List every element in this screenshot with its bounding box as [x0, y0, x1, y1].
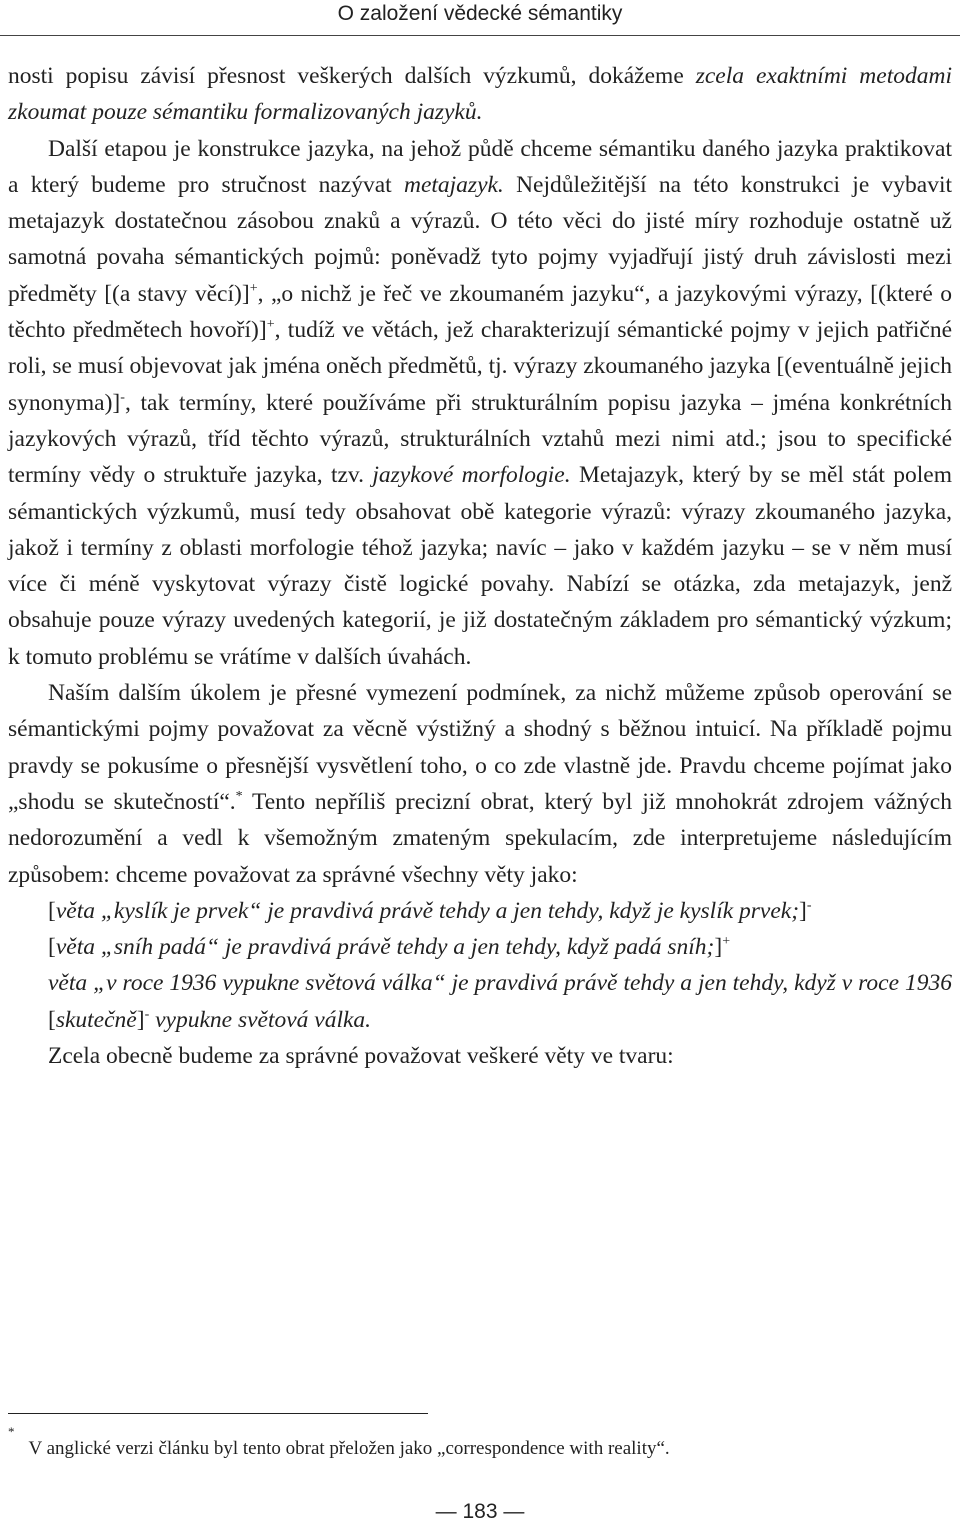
text-run: Další etapou je konstrukce jazyka, na jehož půdě chceme sémantiku daného jazyka praktikovat a který budeme pro stručnost nazývat [8, 135, 952, 198]
footnote-marker: * [8, 1424, 15, 1439]
main-text [8, 58, 952, 1074]
text-run: [ [48, 934, 56, 961]
footnote-divider [8, 1413, 428, 1414]
paragraph [8, 1038, 952, 1074]
running-title: O založení vědecké sémantiky [337, 2, 623, 25]
superscript-mark: - [144, 1006, 150, 1022]
paragraph [8, 131, 952, 675]
italic-text: věta „sníh padá“ je pravdivá právě tehdy a jen tehdy, když padá sníh; [55, 934, 715, 961]
text-run: Nejdůležitější na této konstrukci je vybavit metajazyk dostatečnou zásobou znaků a výrazů. O této věci do jisté míry rozhoduje ostatně už samotná povaha sémantických pojmů: poněvadž tyto pojmy vyjadřují jistý druh závislosti mezi předměty [(a stavy věcí)] [8, 171, 953, 307]
footnote [8, 1424, 952, 1462]
text-run: ] [799, 897, 807, 924]
text-run: nosti popisu závisí přesnost veškerých dalších výzkumů, dokážeme [8, 63, 696, 89]
example-sentence [48, 929, 952, 965]
page-number: — 183 — [435, 1500, 525, 1523]
example-sentence [48, 965, 952, 1038]
italic-text: zcela exaktními metodami zkoumat pouze sémantiku formalizovaných jazyků. [8, 63, 952, 126]
superscript-mark: + [722, 934, 731, 950]
text-run: , „o nichž je řeč ve zkoumaném jazyku“, a jazykovými výrazy, [(které o těchto předmětech hovoří)] [8, 280, 952, 344]
italic-text: metajazyk. [403, 171, 504, 198]
text-run: ] [136, 1006, 145, 1033]
text-run: [ [48, 1006, 56, 1033]
text-run: [ [48, 897, 56, 924]
text-run: , tudíž ve větách, jež charakterizují sémantické pojmy v jejich patřičné roli, se musí objevovat jak jména oněch předmětů, tj. výrazy zkoumaného jazyka [(eventuálně jejich synonyma)] [8, 317, 953, 416]
example-sentence [48, 893, 952, 929]
superscript-mark: - [120, 389, 125, 405]
paragraph [8, 675, 952, 893]
paragraph [8, 58, 952, 131]
italic-text: věta „kyslík je prvek“ je pravdivá právě tehdy a jen tehdy, když je kyslík prvek; [55, 897, 800, 924]
italic-text: věta „v roce 1936 vypukne světová válka“ je pravdivá právě tehdy a jen tehdy, když v roce 1936 [48, 970, 952, 997]
footnote-text: V anglické verzi článku byl tento obrat přeložen jako „correspondence with reality“. [28, 1438, 670, 1459]
text-run: , tak termíny, které používáme při strukturálním popisu jazyka – jména konkrétních jazykových výrazů, tříd těchto výrazů, strukturálních vztahů mezi nimi atd.; jsou to specifické termíny vědy o struktuře jazyka, tzv. [8, 389, 952, 489]
text-run: Metajazyk, který by se měl stát polem sémantických výzkumů, musí tedy obsahovat obě kategorie výrazů: výrazy zkoumaného jazyka, jakož i termíny z oblasti morfologie téhož jazyka; navíc – jako v každém jazyku – se v něm musí více či méně vyskytovat výrazy čistě logické povahy. Nabízí se otázka, zda metajazyk, jenž obsahuje pouze výrazy uvedených kategorií, je již dostatečným základem pro sémantický výzkum; k tomuto problému se vrátíme v dalších úvahách. [8, 462, 953, 670]
text-run: Naším dalším úkolem je přesné vymezení podmínek, za nichž můžeme způsob operování se sémantickými pojmy považovat za věcně výstižný a shodný s běžnou intuicí. Na příkladě pojmu pravdy se pokusíme o přesnější vysvětlení toho, o co zde vlastně jde. Pravdu chceme pojímat jako „shodu se skutečností“. [8, 680, 952, 815]
italic-text: jazykové morfologie. [372, 462, 571, 489]
superscript-mark: * [235, 789, 243, 805]
text-run: Zcela obecně budeme za správné považovat veškeré věty ve tvaru: [48, 1043, 674, 1070]
text-run: Tento nepříliš precizní obrat, který byl již mnohokrát zdrojem vážných nedorozumění a vedl k všemožným zmateným spekulacím, zde interpretujeme následujícím způsobem: chceme považovat za správné všechny věty jako: [8, 788, 952, 888]
text-run: ] [714, 934, 723, 961]
superscript-mark: + [249, 280, 258, 296]
superscript-mark: - [806, 898, 812, 913]
italic-text: vypukne světová válka. [149, 1006, 372, 1033]
superscript-mark: + [266, 317, 275, 333]
running-header [0, 0, 960, 36]
italic-text: skutečně [55, 1006, 137, 1033]
